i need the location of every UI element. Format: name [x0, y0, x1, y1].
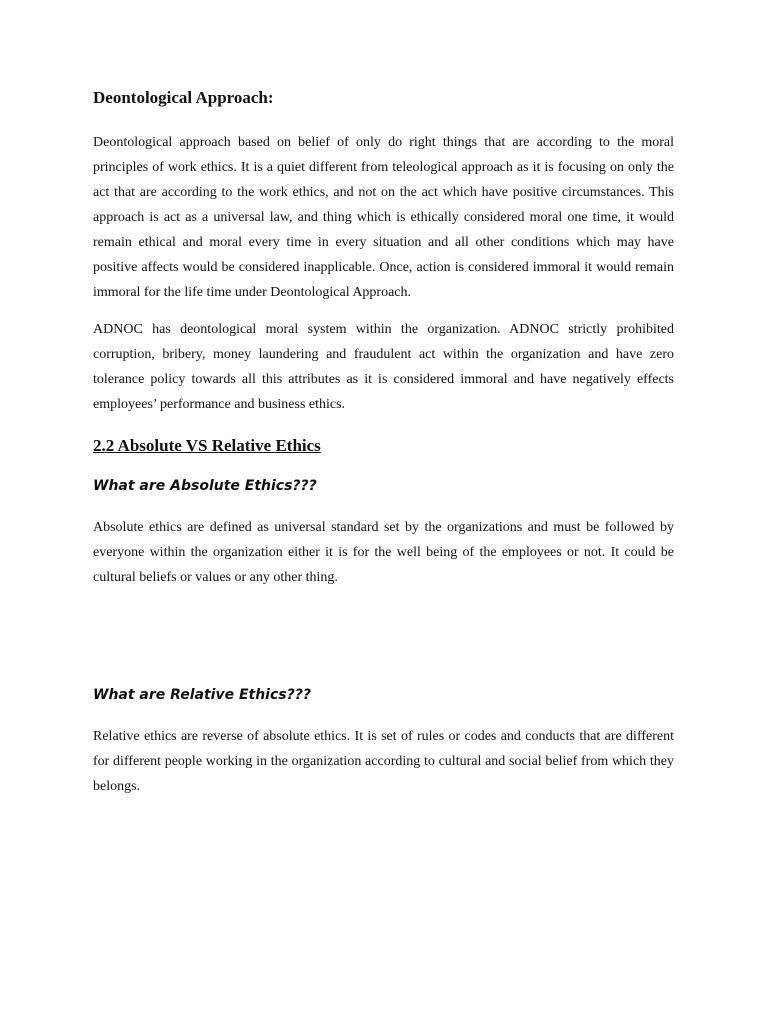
relative-ethics-question: What are Relative Ethics???	[93, 687, 311, 703]
absolute-vs-relative-ethics-heading: 2.2 Absolute VS Relative Ethics	[93, 436, 321, 455]
deontological-approach-paragraph: Deontological approach based on belief of only do right things that are according to the moral principles of work ethics. It is a quiet different from teleological approach as it is focusing on only the act that are according to the work ethics, and not on the act which have positive circumstances. This approach is act as a universal law, and thing which is ethically considered moral one time, it would remain ethical and moral every time in every situation and all other conditions which may have positive affects would be considered inapplicable. Once, action is considered immoral it would remain immoral for the life time under Deontological Approach.	[93, 135, 674, 300]
deontological-approach-heading: Deontological Approach:	[93, 88, 274, 107]
absolute-ethics-paragraph: Absolute ethics are defined as universal standard set by the organizations and must be followed by everyone within the organization either it is for the well being of the employees or not. It could be cultural beliefs or values or any other thing.	[93, 520, 674, 585]
absolute-ethics-question: What are Absolute Ethics???	[93, 478, 317, 494]
adnoc-moral-system-paragraph: ADNOC has deontological moral system within the organization. ADNOC strictly prohibited corruption, bribery, money laundering and fraudulent act within the organization and have zero tolerance policy towards all this attributes as it is considered immoral and have negatively effects employees’ performance and business ethics.	[93, 322, 674, 412]
relative-ethics-paragraph: Relative ethics are reverse of absolute ethics. It is set of rules or codes and conducts that are different for different people working in the organization according to cultural and social belief from which they belongs.	[93, 729, 674, 794]
document-content	[93, 86, 674, 799]
